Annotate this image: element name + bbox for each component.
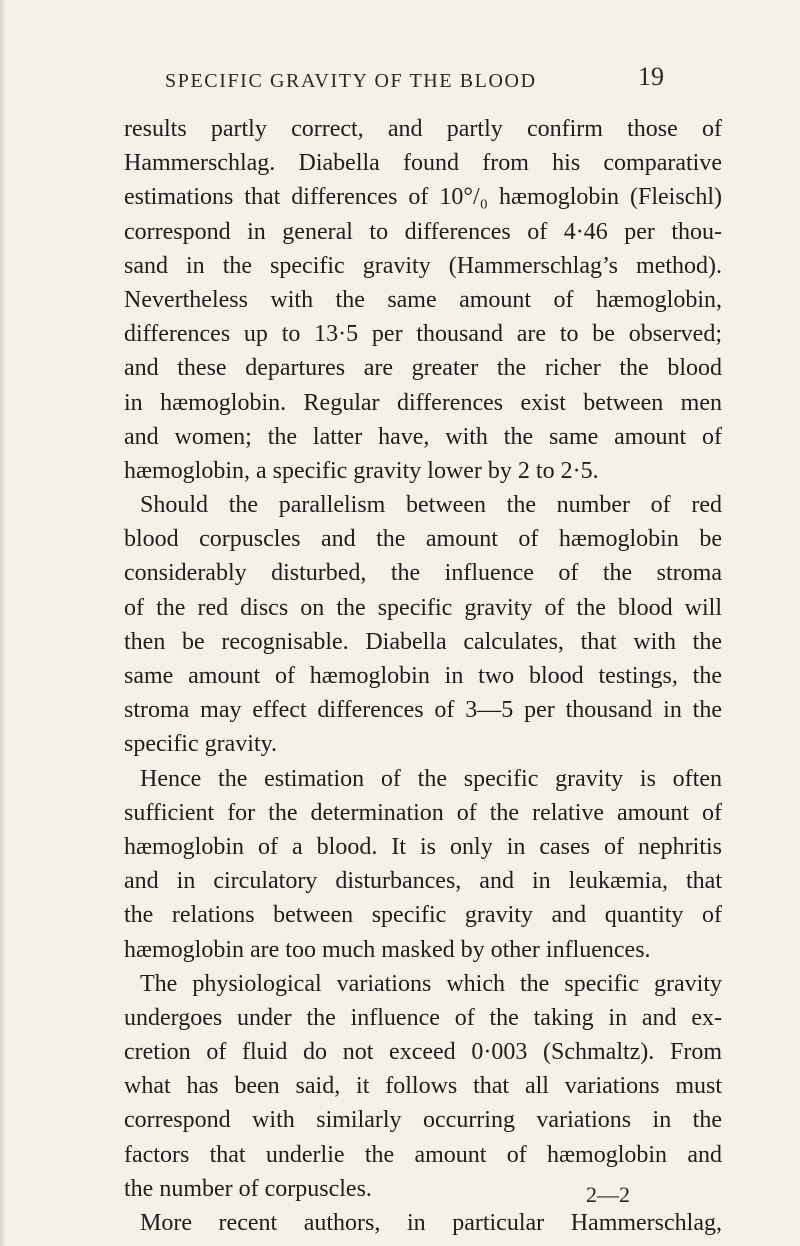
text-line: what has been said, it follows that all variations must [124, 1073, 722, 1100]
page-edge-shadow [0, 0, 6, 1246]
text-line: correspond with similarly occurring variations in the [124, 1107, 722, 1134]
text-line: the relations between specific gravity and quantity of [124, 902, 722, 929]
text-line: Hammerschlag. Diabella found from his comparative [124, 150, 722, 177]
text-line: hæmoglobin of a blood. It is only in cases of nephritis [124, 833, 722, 860]
text-line: hæmoglobin, a specific gravity lower by 2 to 2·5. [124, 457, 599, 484]
text-line: same amount of hæmoglobin in two blood testings, the [124, 663, 722, 689]
running-head-title: SPECIFIC GRAVITY OF THE BLOOD [165, 70, 537, 92]
text-line: Nevertheless with the same amount of hæmoglobin, [124, 286, 722, 313]
text-line: sand in the specific gravity (Hammerschlag’s method). [124, 252, 722, 279]
text-line: in hæmoglobin. Regular differences exist between men [124, 389, 722, 416]
paragraph-start-line: Hence the estimation of the specific gravity is often [140, 765, 722, 792]
text-line: correspond in general to differences of 4·46 per thou- [124, 218, 722, 245]
text-line: and in circulatory disturbances, and in leukæmia, that [124, 868, 722, 895]
text-line: stroma may effect differences of 3—5 per thousand in the [124, 697, 722, 724]
text-line: hæmoglobin are too much masked by other influences. [124, 936, 651, 963]
text-line: the number of corpuscles. [124, 1175, 372, 1202]
signature-mark: 2—2 [586, 1182, 630, 1207]
text-line: factors that underlie the amount of hæmoglobin and [124, 1141, 722, 1168]
text-line: sufficient for the determination of the relative amount of [124, 799, 722, 826]
text-line: considerably disturbed, the influence of the stroma [124, 560, 722, 587]
paragraph-start-line: Should the parallelism between the number of red [140, 492, 722, 519]
text-line: cretion of fluid do not exceed 0·003 (Schmaltz). From [124, 1039, 722, 1066]
text-line: blood corpuscles and the amount of hæmoglobin be [124, 526, 722, 553]
text-line: results partly correct, and partly confirm those of [124, 116, 722, 142]
text-line: undergoes under the influence of the taking in and ex- [124, 1004, 722, 1031]
text-line: of the red discs on the specific gravity of the blood will [124, 594, 722, 621]
body-text [124, 112, 722, 1240]
paragraph-start-line: More recent authors, in particular Hammerschlag, [140, 1210, 722, 1236]
page-number: 19 [638, 62, 664, 91]
paragraph-start-line: The physiological variations which the specific gravity [140, 970, 722, 997]
text-line: differences up to 13·5 per thousand are to be observed; [124, 321, 722, 348]
text-line: and women; the latter have, with the same amount of [124, 423, 722, 450]
text-line: specific gravity. [124, 731, 278, 758]
text-line: then be recognisable. Diabella calculates, that with the [124, 628, 722, 655]
text-line: and these departures are greater the richer the blood [124, 355, 722, 382]
text-line: estimations that differences of 10°/₀ hæmoglobin (Fleischl) [124, 184, 722, 211]
